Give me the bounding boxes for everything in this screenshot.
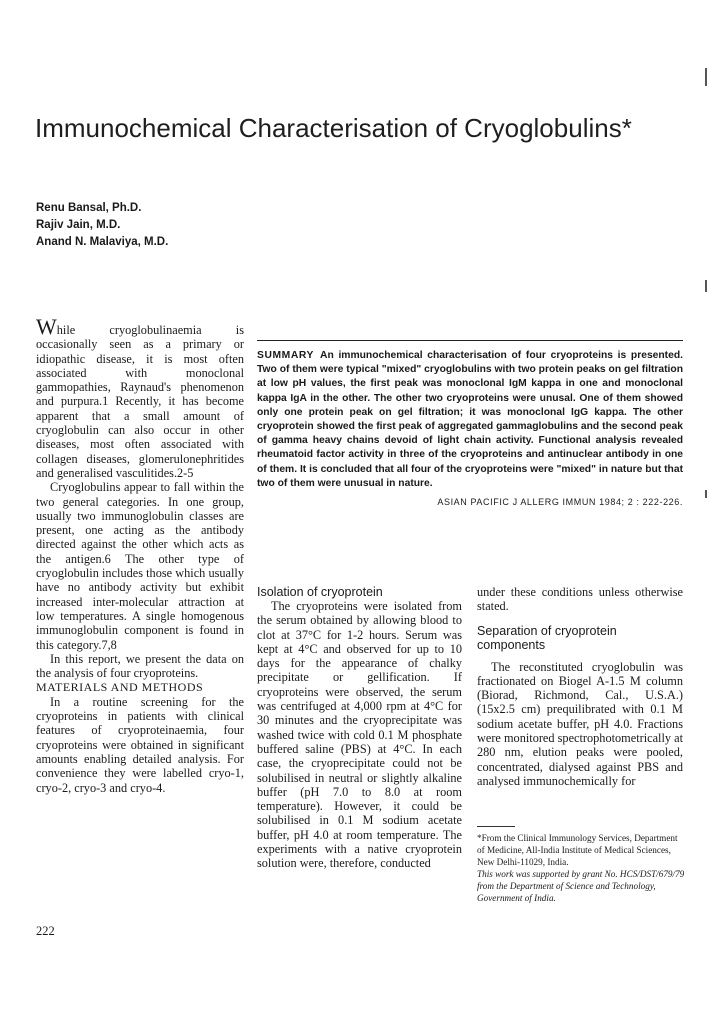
footnote-grant: This work was supported by grant No. HCS/DST/679/79 from the Department of Science and Technology, Government of India. [477,869,685,903]
paragraph-separation: The reconstituted cryoglobulin was fractionated on Biogel A-1.5 M column (Biorad, Richmond, Cal., U.S.A.) (15x2.5 cm) prequilibrated with 0.1 M sodium acetate buffer, pH 4.0. Fractions were monitored spectrophotometrically at 280 nm, elution peaks were pooled, concentrated, dialysed against PBS and analysed immunochemically for [477,659,683,788]
drop-cap: W [36,314,57,339]
journal-citation: ASIAN PACIFIC J ALLERG IMMUN 1984; 2 : 222-226. [437,497,683,508]
margin-mark [705,280,707,292]
section-heading-methods: MATERIALS AND METHODS [36,680,204,695]
author-list [36,200,168,251]
column-2 [257,585,462,871]
paragraph-categories: Cryoglobulins appear to fall within the two general categories. In one group, usually two immunoglobulin classes are present, one acting as the antibody directed against the other which acts as the antigen.6 The other type of cryoglobulin includes those which usually have no antibody activity but exhibit increased inter-molecular attraction at low temperatures. A single homogenous immunoglobulin component is found in this category.7,8 [36,480,244,652]
summary-box [257,340,683,507]
margin-mark [705,68,707,86]
margin-mark [705,490,707,498]
paragraph-continued: under these conditions unless otherwise stated. [477,585,683,614]
footnote-rule [477,826,515,827]
summary-paragraph [257,349,683,491]
footnote [477,832,685,904]
paragraph-report: In this report, we present the data on the analysis of four cryoproteins. [36,651,244,681]
paper-title: Immunochemical Characterisation of Cryoglobulins* [35,113,632,143]
author-3: Anand N. Malaviya, M.D. [36,236,169,248]
intro-paragraph [36,314,244,480]
summary-label: SUMMARY [257,350,315,361]
column-3 [477,585,683,788]
column-1 [36,314,244,795]
author-1: Renu Bansal, Ph.D. [36,202,142,214]
author-2: Rajiv Jain, M.D. [36,219,121,231]
subheading-separation: Separation of cryoprotein components [477,623,617,652]
paragraph-isolation: The cryoproteins were isolated from the serum obtained by allowing blood to clot at 37°C for 1-2 hours. Serum was kept at 4°C and observed for up to 10 days for the appearance of chalky precipitate or gellification. If cryoproteins were observed, the serum was centrifuged at 4,000 rpm at 4°C for 30 minutes and the cryoprecipitate was washed twice with cold 0.1 M phosphate buffered saline (PBS) at 4°C. In each case, the cryoprecipitate could not be solubilised in neutral or slightly alkaline buffer (pH 7.0 to 8.0 at room temperature). However, it could be solubilised in 0.1 M sodium acetate buffer, pH 4.0 at room temperature. The experiments with a native cryoprotein solution were, therefore, conducted [257,599,462,871]
footnote-affiliation: *From the Clinical Immunology Services, Department of Medicine, All-India Institute of Medical Sciences, New Delhi-11029, India. [477,833,678,867]
summary-text: An immunochemical characterisation of four cryoproteins is presented. Two of them were typical "mixed" cryoglobulins with two protein peaks on gel filtration at low pH values, the first peak was monoclonal IgM kappa in one and monoclonal kappa IgA in the other. The other two cryoproteins were unusal. One of them showed only one protein peak on gel filtration; it was monoclonal IgG kappa. The other cryoprotein showed the first peak of aggregated gammaglobulins and the second peak of gamma heavy chains devoid of light chain activity. Functional analysis revealed rheumatoid factor activity in three of the cryoproteins and antinuclear antibody in one of them. It is concluded that all four of the cryoproteins were "mixed" in nature but that two of them were unusual in nature. [257,350,683,489]
subheading-isolation: Isolation of cryoprotein [257,585,383,599]
intro-text: hile cryoglobulinaemia is occasionally seen as a primary or idiopathic disease, it is most often associated with monoclonal gammopathies, Raynaud's phenomenon and purpura.1 Recently, it has become apparent that a small amount of cryoglobulin can also occur in other diseases, most often associated with collagen diseases, glomerulonephritides and generalised vasculitides.2-5 [36,323,244,480]
page-number: 222 [36,924,55,938]
paragraph-screening: In a routine screening for the cryoproteins in patients with clinical features of cryoproteinaemia, four cryoproteins were obtained in significant amounts enabling detailed analysis. For convenience they were labelled cryo-1, cryo-2, cryo-3 and cryo-4. [36,694,244,795]
